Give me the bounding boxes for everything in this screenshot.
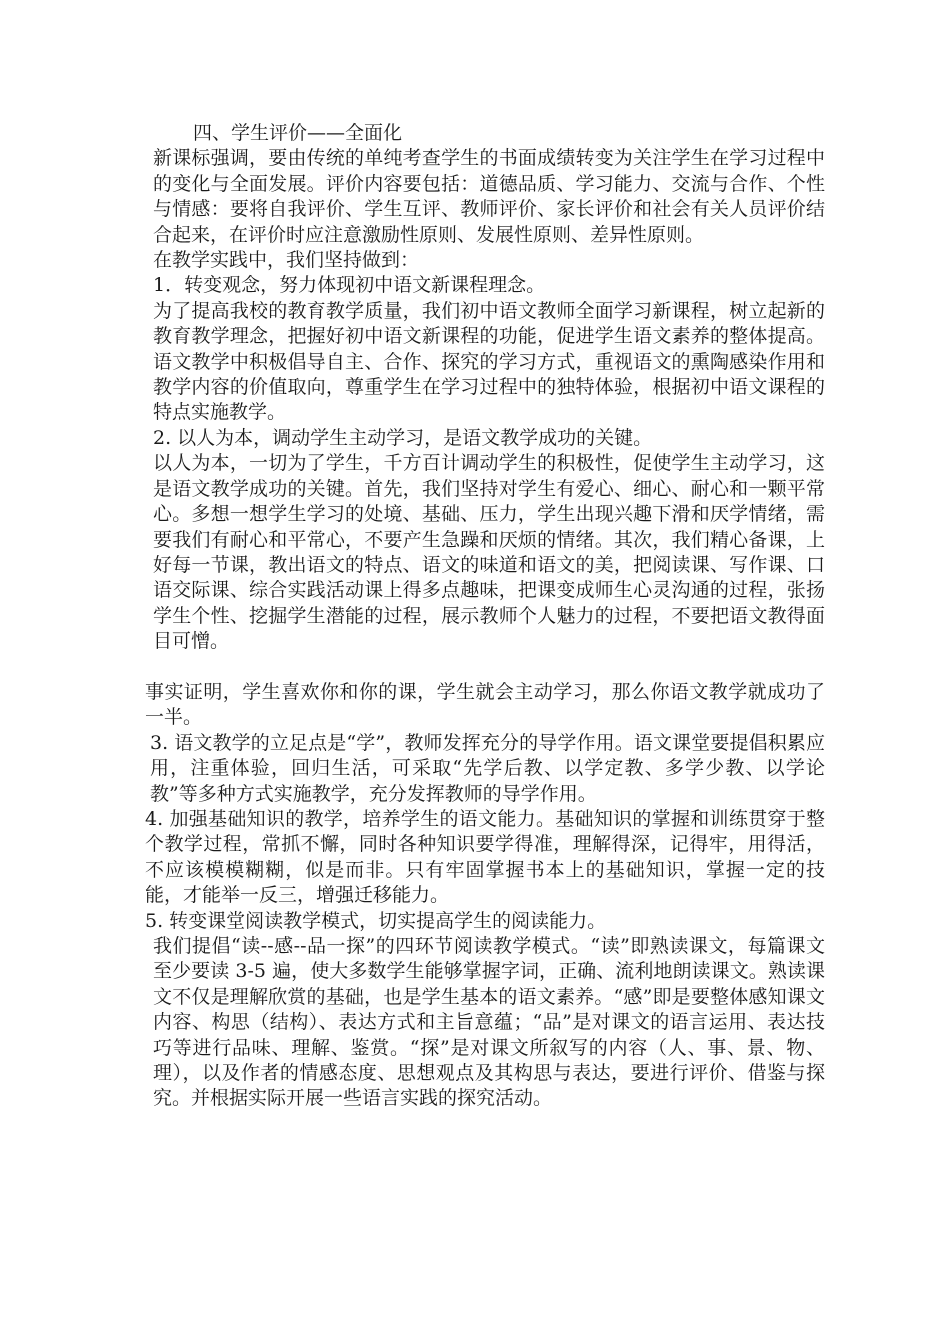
section-heading: 四、学生评价——全面化 — [193, 122, 403, 144]
document-body — [145, 121, 825, 1112]
paragraph-intro: 新课标强调，要由传统的单纯考查学生的书面成绩转变为关注学生在学习过程中的变化与全面发展。评价内容要包括：道德品质、学习能力、交流与合作、个性与情感：要将自我评价、学生互评、教师评价、家长评价和社会有关人员评价结合起来，在评价时应注意激励性原则、发展性原则、差异性原则。 — [153, 147, 825, 246]
paragraph-point-2-title: 2. 以人为本，调动学生主动学习，是语文教学成功的关键。 — [153, 426, 653, 449]
paragraph-point-1-body: 为了提高我校的教育教学质量，我们初中语文教师全面学习新课程，树立起新的教育教学理念，把握好初中语文新课程的功能，促进学生语文素养的整体提高。语文教学中积极倡导自主、合作、探究的学习方式，重视语文的熏陶感染作用和教学内容的价值取向，尊重学生在学习过程中的独特体验，根据初中语文课程的特点实施教学。 — [153, 299, 825, 424]
paragraph-point-5-body: 我们提倡“读--感--品一探”的四环节阅读教学模式。“读”即熟读课文，每篇课文至少要读 3-5 遍，使大多数学生能够掌握字词，正确、流利地朗读课文。熟读课文不仅是理解欣赏的基础，也是学生基本的语文素养。“感”即是要整体感知课文内容、构思（结构）、表达方式和主旨意蕴；“品”是对课文的语言运用、表达技巧等进行品味、理解、鉴赏。“探”是对课文所叙写的内容（人、事、景、物、理），以及作者的情感态度、思想观点及其构思与表达，要进行评价、借鉴与探究。并根据实际开展一些语言实践的探究活动。 — [153, 934, 825, 1110]
paragraph-point-4: 4. 加强基础知识的教学，培养学生的语文能力。基础知识的掌握和训练贯穿于整个教学过程，常抓不懈，同时各种知识要学得准，理解得深，记得牢，用得活，不应该模模糊糊，似是而非。只有牢固掌握书本上的基础知识，掌握一定的技能，才能举一反三，增强迁移能力。 — [145, 807, 825, 907]
paragraph-gap — [145, 655, 825, 680]
paragraph-point-5-title: 5. 转变课堂阅读教学模式，切实提高学生的阅读能力。 — [145, 909, 607, 932]
paragraph-point-2-body: 以人为本，一切为了学生，千方百计调动学生的积极性，促使学生主动学习，这是语文教学成功的关键。首先，我们坚持对学生有爱心、细心、耐心和一颗平常心。多想一想学生学习的处境、基础、压力，学生出现兴趣下滑和厌学情绪，需要我们有耐心和平常心，不要产生急躁和厌烦的情绪。其次，我们精心备课，上好每一节课，教出语文的特点、语文的味道和语文的美，把阅读课、写作课、口语交际课、综合实践活动课上得多点趣味，把课变成师生心灵沟通的过程，张扬学生个性、挖掘学生潜能的过程，展示教师个人魅力的过程，不要把语文教得面目可憎。 — [153, 452, 825, 653]
paragraph-point-3: 3. 语文教学的立足点是“学”，教师发挥充分的导学作用。语文课堂要提倡积累应用，注重体验，回归生活，可采取“先学后教、以学定教、多学少教、以学论教”等多种方式实施教学，充分发挥教师的导学作用。 — [150, 731, 825, 805]
paragraph-point-1-title: 1．转变观念，努力体现初中语文新课程理念。 — [153, 274, 546, 297]
paragraph-practice-lead: 在教学实践中，我们坚持做到： — [153, 249, 420, 272]
paragraph-evidence: 事实证明，学生喜欢你和你的课，学生就会主动学习，那么你语文教学就成功了一半。 — [145, 680, 825, 729]
